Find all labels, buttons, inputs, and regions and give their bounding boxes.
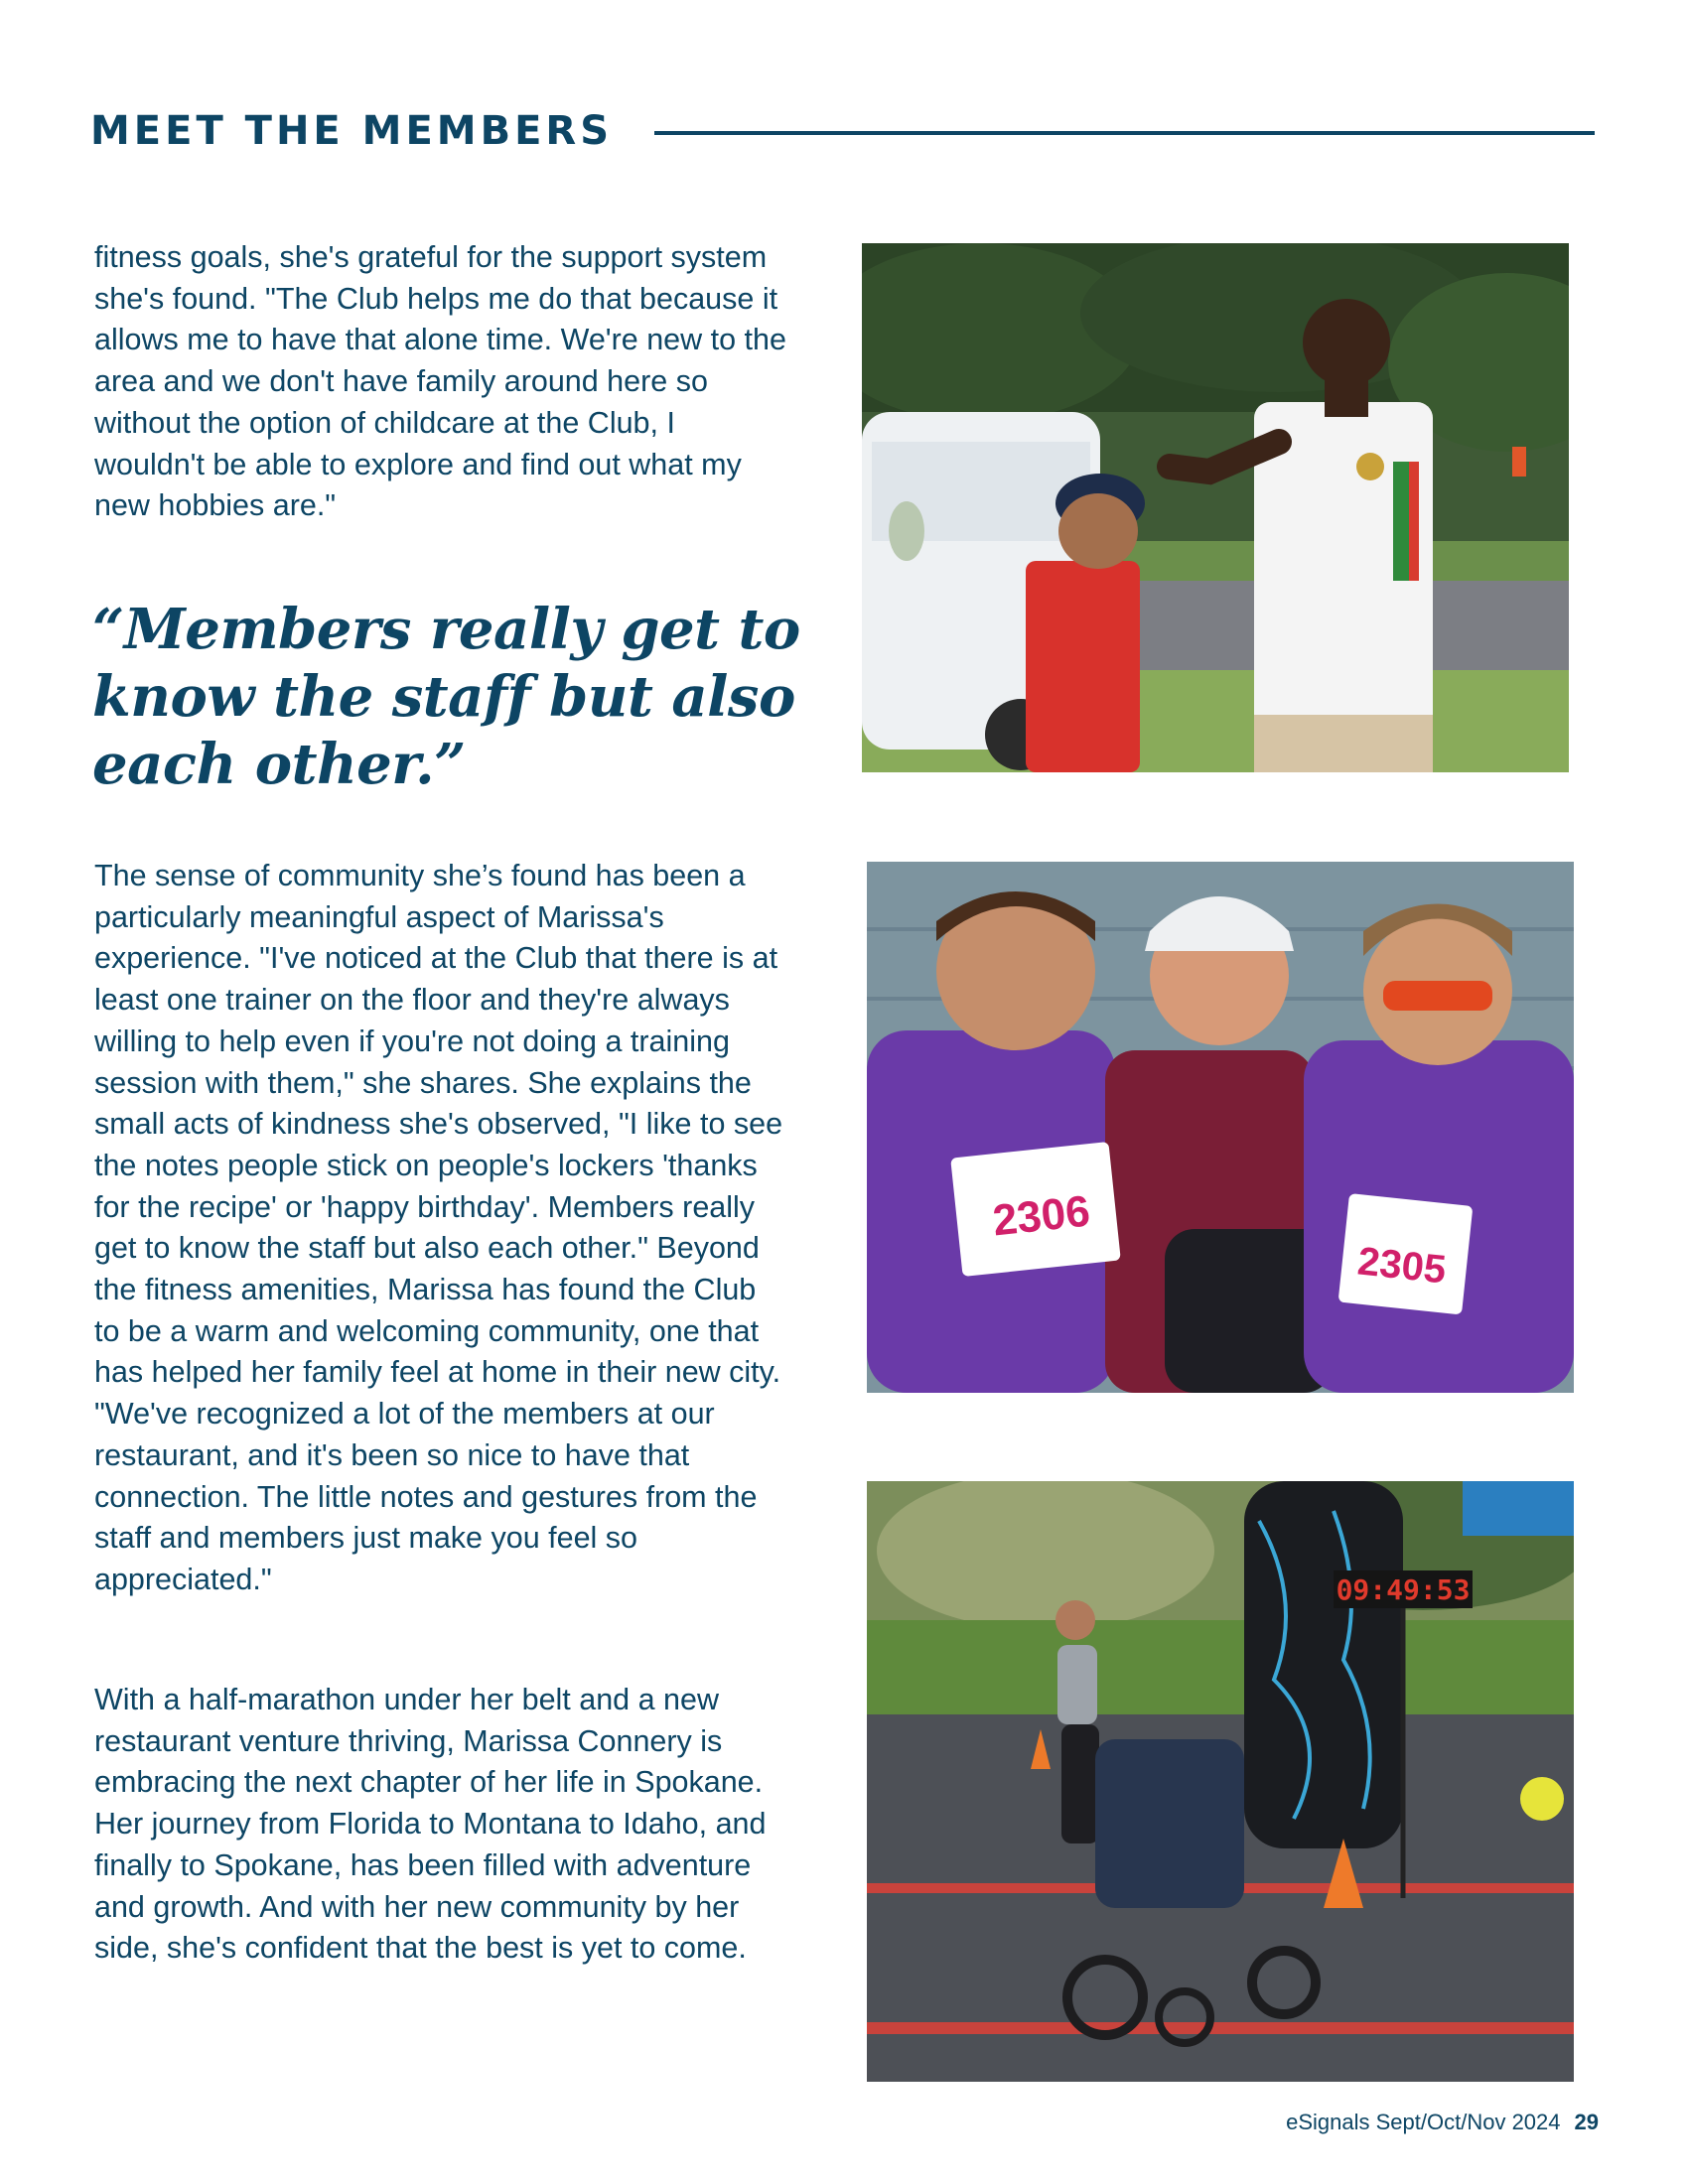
photo-medal-presentation-illustration	[862, 243, 1569, 772]
article-paragraph-1: fitness goals, she's grateful for the support system she's found. "The Club helps me do that because it allows me to have that alone time. We're new to the area and we don't have family around here so without the option of childcare at the Club, I wouldn't be able to explore and find out what my new hobbies are."	[94, 240, 786, 523]
article-paragraph-3: With a half-marathon under her belt and a new restaurant venture thriving, Marissa Connery is embracing the next chapter of her life in Spokane. Her journey from Florida to Montana to Idaho, and finally to Spokane, has been filled with adventure and growth. And with her new community by her side, she's confident that the best is yet to come.	[94, 1683, 767, 1966]
page-footer	[1286, 2107, 1599, 2138]
header-rule	[654, 131, 1595, 135]
page-number: 29	[1574, 2110, 1599, 2134]
photo-stroller-finish-line	[867, 1481, 1574, 2082]
photo-family-race-bibs	[867, 862, 1574, 1393]
section-header	[90, 103, 1595, 159]
race-clock-readout: 09:49:53	[1336, 1573, 1471, 1606]
photo-medal-presentation	[862, 243, 1569, 772]
photo-family-race-bibs-illustration	[867, 862, 1574, 1393]
section-title: MEET THE MEMBERS	[90, 108, 614, 154]
photo-stroller-finish-line-illustration	[867, 1481, 1574, 2082]
pull-quote: “Members really get to know the staff but also each other.”	[92, 597, 800, 797]
race-bib-right-number: 2305	[1355, 1239, 1449, 1293]
race-bib-right	[1338, 1193, 1474, 1314]
article-paragraph-2: The sense of community she’s found has been a particularly meaningful aspect of Marissa's experience. "I've noticed at the Club that there is at least one trainer on the floor and they're always willing to help even if you're not doing a training session with them," she shares. She explains the small acts of kindness she's observed, "I like to see the notes people stick on people's lockers 'thanks for the recipe' or 'happy birthday'. Members really get to know the staff but also each other." Beyond the fitness amenities, Marissa has found the Club to be a warm and welcoming community, one that has helped her family feel at home in their new city. "We've recognized a lot of the members at our restaurant, and it's been so nice to have that connection. The little notes and gestures from the staff and members just make you feel so appreciated."	[94, 859, 783, 1596]
race-bib-left-number: 2306	[990, 1186, 1092, 1246]
race-bib-left	[950, 1142, 1121, 1277]
publication-name: eSignals Sept/Oct/Nov 2024	[1286, 2110, 1561, 2134]
